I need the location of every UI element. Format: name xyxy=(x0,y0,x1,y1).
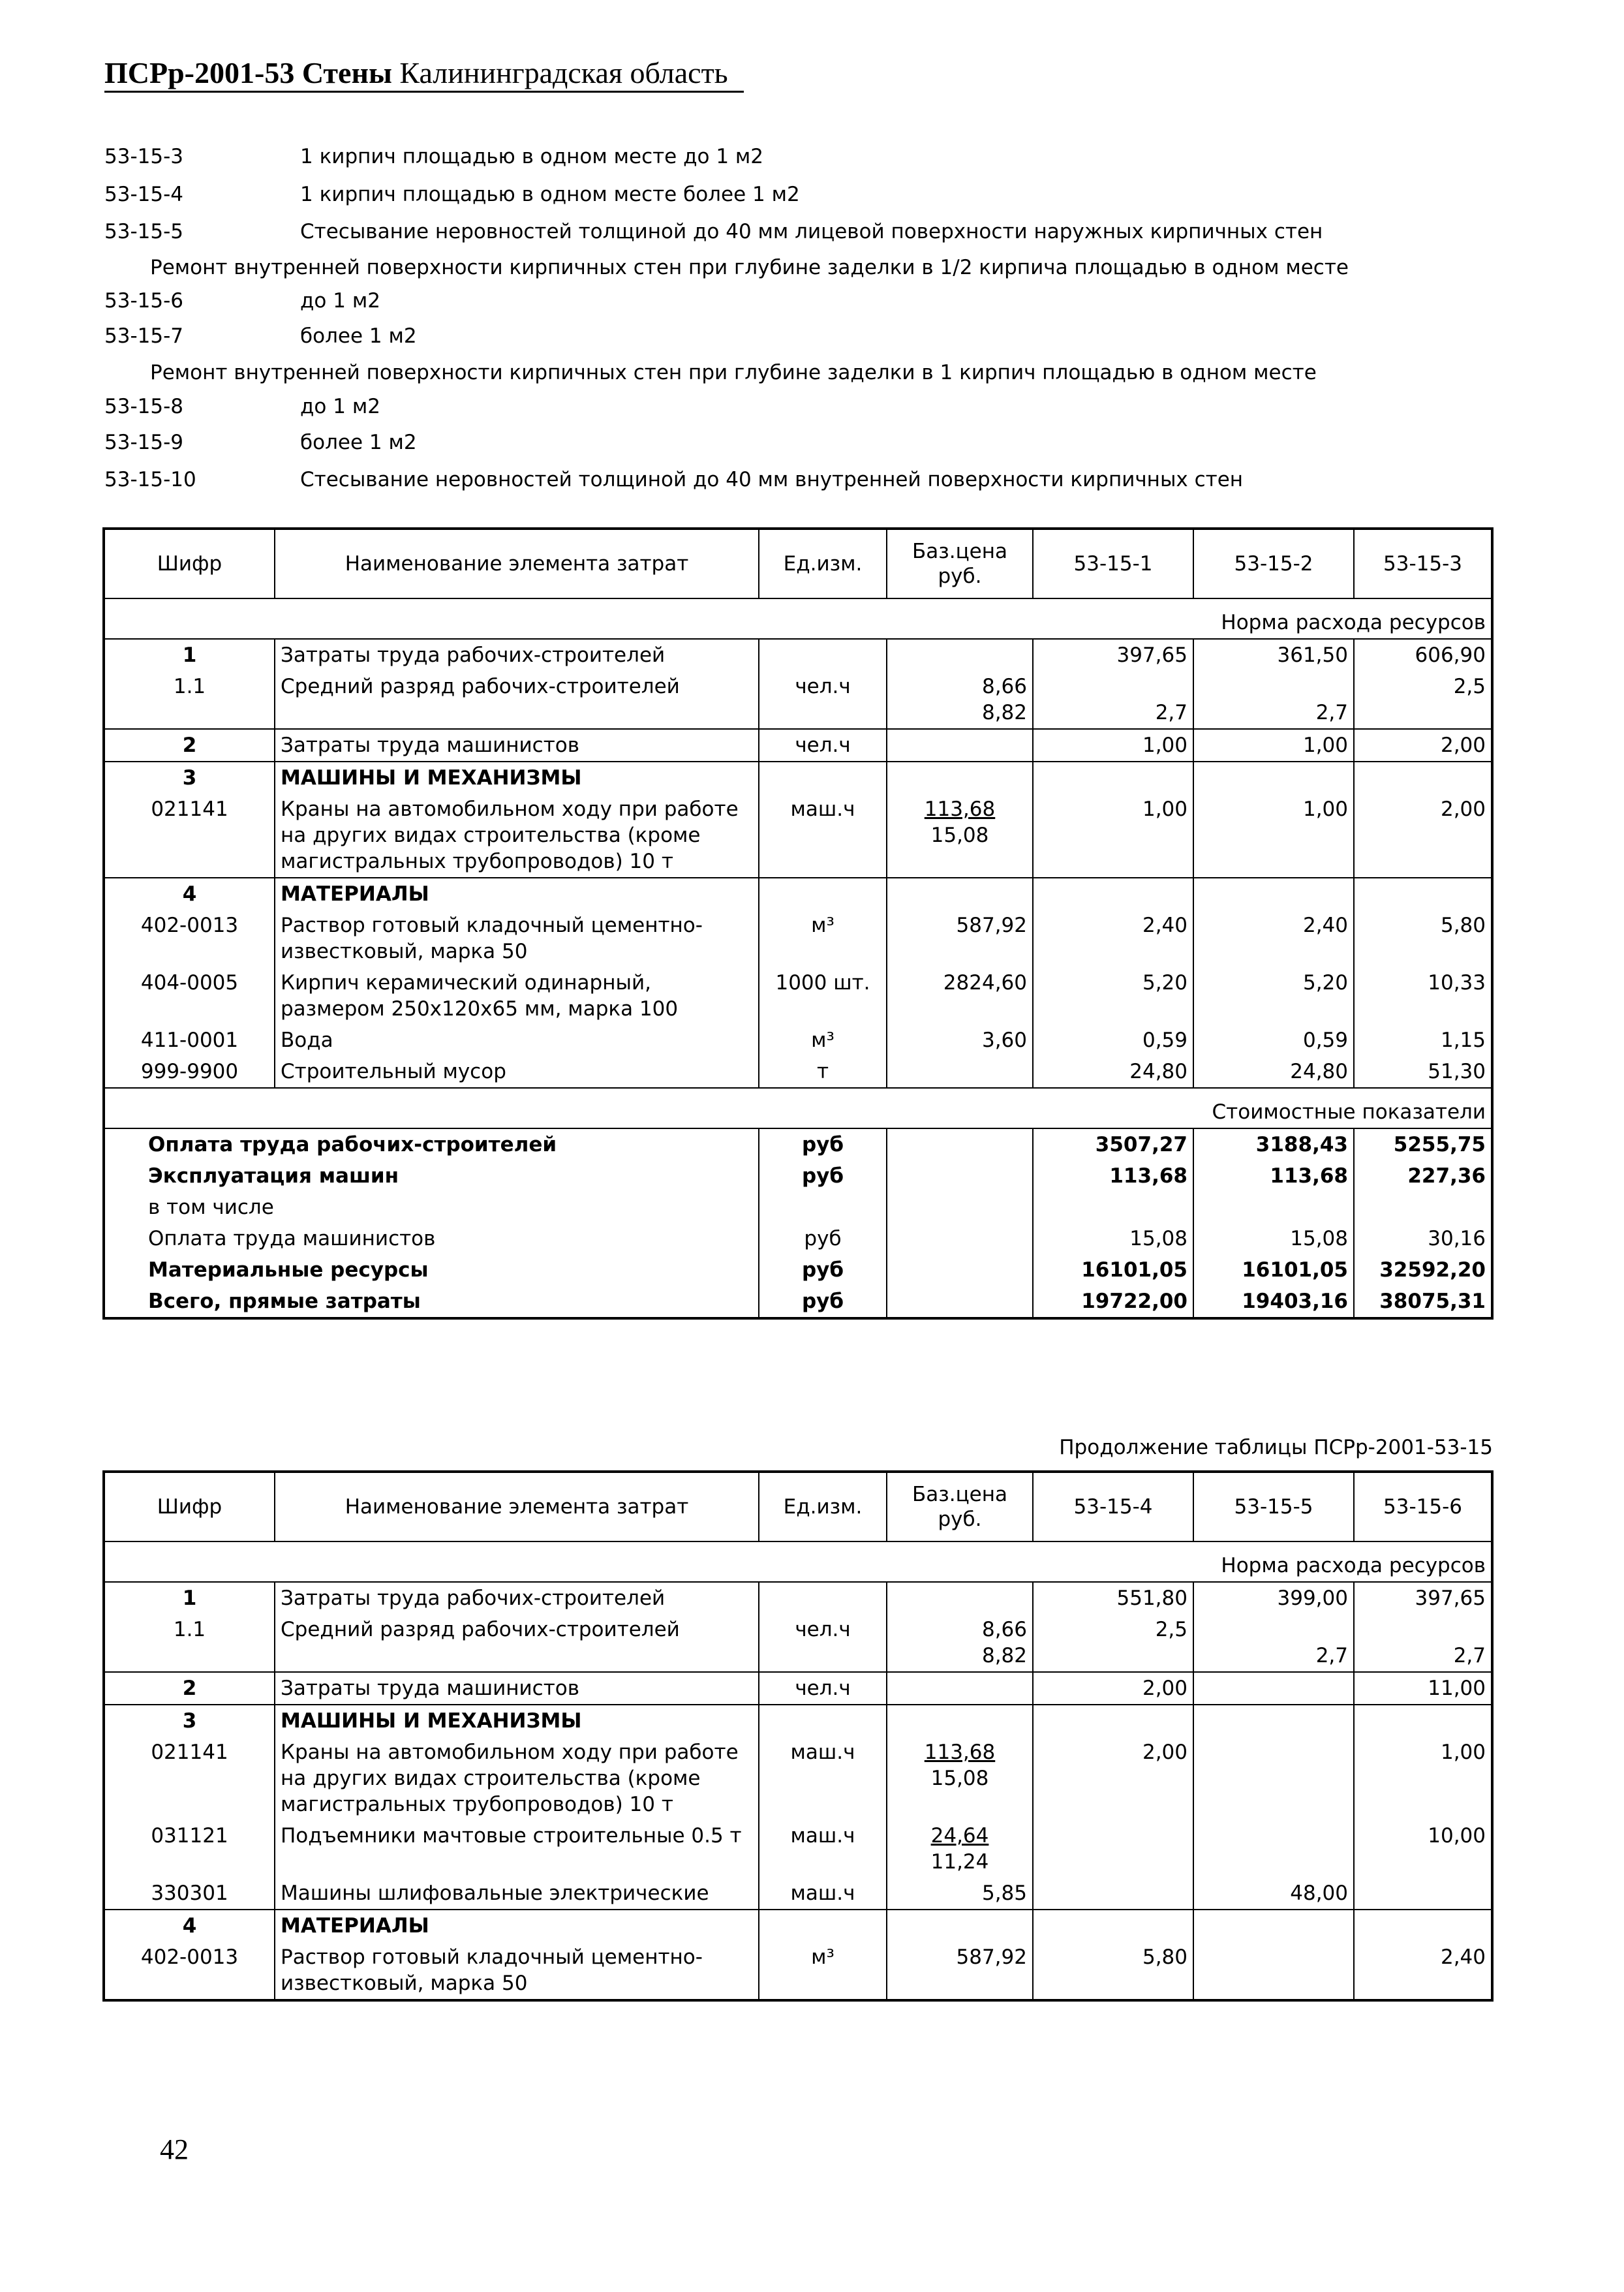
table-row: 1 Затраты труда рабочих-строителей 551,80 399,00 397,65 xyxy=(104,1582,1492,1614)
col-price-header: Баз.цена руб. xyxy=(887,1472,1033,1541)
page-number: 42 xyxy=(160,2133,189,2165)
col-rate-header: 53-15-3 xyxy=(1354,529,1492,598)
cost-row: в том числе xyxy=(104,1192,1492,1223)
norm-label-row: Норма расхода ресурсов xyxy=(104,598,1492,639)
table-header-row xyxy=(104,529,1492,598)
section-row: 4 МАТЕРИАЛЫ xyxy=(104,1910,1492,1942)
col-rate-header: 53-15-5 xyxy=(1193,1472,1354,1541)
table-header-row xyxy=(104,1472,1492,1541)
intro-subheading: Ремонт внутренней поверхности кирпичных стен при глубине заделки в 1 кирпич площадью в одном месте xyxy=(150,361,1317,384)
table-row: 404-0005 Кирпич керамический одинарный, размером 250х120х65 мм, марка 100 1000 шт. 2824,60 5,20 5,20 10,33 xyxy=(104,967,1492,1025)
col-rate-header: 53-15-6 xyxy=(1354,1472,1492,1541)
col-rate-header: 53-15-4 xyxy=(1033,1472,1193,1541)
table-row: 021141 Краны на автомобильном ходу при работе на других видах строительства (кроме магистральных трубопроводов) 10 т маш.ч 113,68 15,08 1,00 1,00 2,00 xyxy=(104,794,1492,878)
resource-table-2 xyxy=(102,1470,1494,2002)
table-row: 402-0013 Раствор готовый кладочный цементно-известковый, марка 50 м³ 587,92 2,40 2,40 5,80 xyxy=(104,910,1492,967)
norm-label-row: Норма расхода ресурсов xyxy=(104,1541,1492,1582)
continuation-caption: Продолжение таблицы ПСРр-2001-53-15 xyxy=(1059,1436,1493,1459)
table-row: 1.1 Средний разряд рабочих-строителей чел.ч 8,66 8,82 2,5 2,7 2,7 xyxy=(104,1614,1492,1672)
col-rate-header: 53-15-2 xyxy=(1193,529,1354,598)
table-row: 1.1 Средний разряд рабочих-строителей чел.ч 8,66 8,82 2,7 2,7 2,5 xyxy=(104,671,1492,729)
col-unit-header: Ед.изм. xyxy=(759,529,887,598)
cost-row: Оплата труда рабочих-строителей руб 3507,27 3188,43 5255,75 xyxy=(104,1128,1492,1160)
cost-label-row: Стоимостные показатели xyxy=(104,1088,1492,1128)
table-row: 2 Затраты труда машинистов чел.ч 2,00 11,00 xyxy=(104,1672,1492,1705)
resource-table-1 xyxy=(102,527,1494,1320)
section-row: 3 МАШИНЫ И МЕХАНИЗМЫ xyxy=(104,762,1492,794)
table-row: 2 Затраты труда машинистов чел.ч 1,00 1,00 2,00 xyxy=(104,729,1492,762)
table-row: 021141 Краны на автомобильном ходу при работе на других видах строительства (кроме магистральных трубопроводов) 10 т маш.ч 113,68 15,08 2,00 1,00 xyxy=(104,1737,1492,1820)
cost-row: Оплата труда машинистов руб 15,08 15,08 30,16 xyxy=(104,1223,1492,1254)
table-row: 1 Затраты труда рабочих-строителей 397,65 361,50 606,90 xyxy=(104,639,1492,671)
header-underline xyxy=(104,91,744,93)
table-row: 999-9900 Строительный мусор т 24,80 24,80 51,30 xyxy=(104,1056,1492,1088)
col-unit-header: Ед.изм. xyxy=(759,1472,887,1541)
col-price-header: Баз.цена руб. xyxy=(887,529,1033,598)
cost-row: Материальные ресурсы руб 16101,05 16101,05 32592,20 xyxy=(104,1254,1492,1286)
table-row: 031121 Подъемники мачтовые строительные 0.5 т маш.ч 24,64 11,24 10,00 xyxy=(104,1820,1492,1878)
page-header xyxy=(104,55,728,90)
intro-subheading: Ремонт внутренней поверхности кирпичных стен при глубине заделки в 1/2 кирпича площадью в одном месте xyxy=(150,256,1349,279)
col-rate-header: 53-15-1 xyxy=(1033,529,1193,598)
table-row: 402-0013 Раствор готовый кладочный цементно-известковый, марка 50 м³ 587,92 5,80 2,40 xyxy=(104,1942,1492,2000)
header-region: Калининградская область xyxy=(399,56,728,89)
section-row: 4 МАТЕРИАЛЫ xyxy=(104,878,1492,910)
header-code: ПСРр-2001-53 Стены xyxy=(104,56,392,89)
col-name-header: Наименование элемента затрат xyxy=(275,1472,759,1541)
table-row: 411-0001 Вода м³ 3,60 0,59 0,59 1,15 xyxy=(104,1025,1492,1056)
table-row: 330301 Машины шлифовальные электрические маш.ч 5,85 48,00 xyxy=(104,1878,1492,1910)
col-code-header: Шифр xyxy=(104,1472,275,1541)
col-code-header: Шифр xyxy=(104,529,275,598)
section-row: 3 МАШИНЫ И МЕХАНИЗМЫ xyxy=(104,1705,1492,1737)
cost-row: Эксплуатация машин руб 113,68 113,68 227,36 xyxy=(104,1160,1492,1192)
cost-row: Всего, прямые затраты руб 19722,00 19403,16 38075,31 xyxy=(104,1286,1492,1318)
col-name-header: Наименование элемента затрат xyxy=(275,529,759,598)
